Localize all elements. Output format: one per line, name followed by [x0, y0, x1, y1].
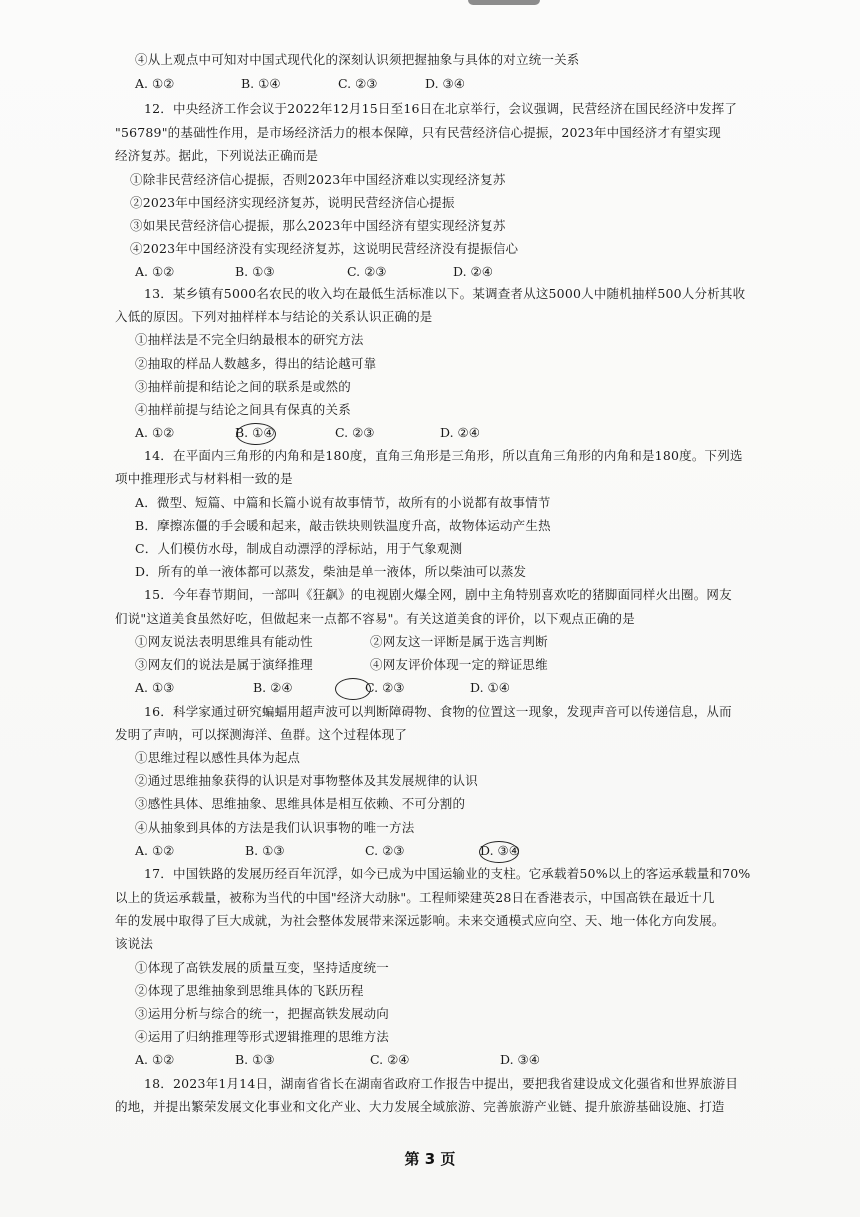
- scan-edge-mark: [468, 0, 540, 5]
- q15-item-4: ④网友评价体现一定的辩证思维: [370, 657, 548, 672]
- q13-item-3: ③抽样前提和结论之间的联系是或然的: [135, 379, 351, 394]
- q15-stem-line-2: 们说"这道美食虽然好吃，但做起来一点都不容易"。有关这道美食的评价，以下观点正确的是: [115, 611, 635, 626]
- q15-option-c: C. ②③: [365, 680, 405, 695]
- q17-stem-line-2: 以上的货运承载量，被称为当代的中国"经济大动脉"。工程师梁建英28日在香港表示，中国高铁在最近十几: [115, 890, 715, 905]
- q13-stem-line-2: 入低的原因。下列对抽样样本与结论的关系认识正确的是: [115, 309, 433, 324]
- q12-option-d: D. ②④: [453, 264, 493, 279]
- q17-option-b: B. ①③: [235, 1052, 275, 1067]
- q15-item-1: ①网友说法表明思维具有能动性: [135, 634, 313, 649]
- q13-item-2: ②抽取的样品人数越多，得出的结论越可靠: [135, 356, 377, 371]
- q17-stem-line-1: 17．中国铁路的发展历经百年沉浮，如今已成为中国运输业的支柱。它承载着50%以上的客运承载量和70%: [144, 866, 751, 881]
- q17-option-a: A. ①②: [135, 1052, 175, 1067]
- q13-stem-line-1: 13．某乡镇有5000名农民的收入均在最低生活标准以下。某调查者从这5000人中随机抽样500人分析其收: [144, 286, 746, 301]
- q17-item-2: ②体现了思维抽象到思维具体的飞跃历程: [135, 983, 364, 998]
- q14-option-b: B．摩擦冻僵的手会暖和起来，敲击铁块则铁温度升高，故物体运动产生热: [135, 518, 551, 533]
- q18-stem-line-2: 的地，并提出繁荣发展文化事业和文化产业、大力发展全域旅游、完善旅游产业链、提升旅游基础设施、打造: [115, 1099, 725, 1114]
- q14-stem-line-2: 项中推理形式与材料相一致的是: [115, 471, 293, 486]
- q13-item-1: ①抽样法是不完全归纳最根本的研究方法: [135, 332, 364, 347]
- q14-stem-line-1: 14．在平面内三角形的内角和是180度，直角三角形是三角形，所以直角三角形的内角和是180度。下列选: [144, 448, 743, 463]
- q17-item-3: ③运用分析与综合的统一，把握高铁发展动向: [135, 1006, 390, 1021]
- q13-option-b: B. ①④: [235, 425, 275, 440]
- q12-stem-line-3: 经济复苏。据此，下列说法正确而是: [115, 148, 319, 163]
- pen-circle-mark: [335, 678, 371, 700]
- q16-stem-line-2: 发明了声呐，可以探测海洋、鱼群。这个过程体现了: [115, 727, 408, 742]
- q12-item-2: ②2023年中国经济实现经济复苏，说明民营经济信心提振: [130, 195, 455, 210]
- q14-option-d: D．所有的单一液体都可以蒸发，柴油是单一液体，所以柴油可以蒸发: [135, 564, 527, 579]
- q12-item-1: ①除非民营经济信心提振，否则2023年中国经济难以实现经济复苏: [130, 172, 506, 187]
- q15-item-2: ②网友这一评断是属于选言判断: [370, 634, 548, 649]
- q15-stem-line-1: 15．今年春节期间，一部叫《狂飙》的电视剧火爆全网，剧中主角特别喜欢吃的猪脚面同样火出圈。网友: [144, 587, 732, 602]
- q15-option-d: D. ①④: [470, 680, 510, 695]
- q12-option-b: B. ①③: [235, 264, 275, 279]
- q13-item-4: ④抽样前提与结论之间具有保真的关系: [135, 402, 351, 417]
- pen-circle-mark: [236, 423, 276, 445]
- q16-option-b: B. ①③: [245, 843, 285, 858]
- q16-option-a: A. ①②: [135, 843, 175, 858]
- q12-item-4: ④2023年中国经济没有实现经济复苏，这说明民营经济没有提振信心: [130, 241, 519, 256]
- q16-item-3: ③感性具体、思维抽象、思维具体是相互依赖、不可分割的: [135, 796, 466, 811]
- q12-stem-line-2: "56789"的基础性作用，是市场经济活力的根本保障，只有民营经济信心提振，2023年中国经济才有望实现: [115, 125, 721, 140]
- q16-item-1: ①思维过程以感性具体为起点: [135, 750, 301, 765]
- q16-item-2: ②通过思维抽象获得的认识是对事物整体及其发展规律的认识: [135, 773, 478, 788]
- q13-option-d: D. ②④: [440, 425, 480, 440]
- q11-option-c: C. ②③: [338, 76, 378, 91]
- q11-option-a: A. ①②: [135, 76, 175, 91]
- q12-item-3: ③如果民营经济信心提振，那么2023年中国经济有望实现经济复苏: [130, 218, 506, 233]
- q14-option-c: C．人们模仿水母，制成自动漂浮的浮标站，用于气象观测: [135, 541, 463, 556]
- q12-option-a: A. ①②: [135, 264, 175, 279]
- q15-option-a: A. ①③: [135, 680, 175, 695]
- q15-option-b: B. ②④: [253, 680, 293, 695]
- q12-option-c: C. ②③: [347, 264, 387, 279]
- q17-stem-line-4: 该说法: [115, 936, 154, 951]
- q11-option-b: B. ①④: [241, 76, 281, 91]
- q12-stem-line-1: 12．中央经济工作会议于2022年12月15日至16日在北京举行，会议强调，民营经济在国民经济中发挥了: [144, 101, 738, 116]
- q17-stem-line-3: 年的发展中取得了巨大成就，为社会整体发展带来深远影响。未来交通模式应向空、天、地一体化方向发展。: [115, 913, 725, 928]
- q17-item-4: ④运用了归纳推理等形式逻辑推理的思维方法: [135, 1029, 390, 1044]
- q11-item-4: ④从上观点中可知对中国式现代化的深刻认识须把握抽象与具体的对立统一关系: [135, 52, 580, 67]
- q16-option-c: C. ②③: [365, 843, 405, 858]
- q17-option-c: C. ②④: [370, 1052, 410, 1067]
- q16-stem-line-1: 16．科学家通过研究蝙蝠用超声波可以判断障碍物、食物的位置这一现象，发现声音可以传递信息，从而: [144, 704, 732, 719]
- pen-circle-mark: [479, 841, 519, 863]
- page-number: 第 3 页: [404, 1150, 456, 1168]
- q15-item-3: ③网友们的说法是属于演绎推理: [135, 657, 313, 672]
- q17-option-d: D. ③④: [500, 1052, 540, 1067]
- q18-stem-line-1: 18．2023年1月14日，湖南省省长在湖南省政府工作报告中提出，要把我省建设成文化强省和世界旅游目: [144, 1076, 739, 1091]
- q16-item-4: ④从抽象到具体的方法是我们认识事物的唯一方法: [135, 820, 415, 835]
- q14-option-a: A．微型、短篇、中篇和长篇小说有故事情节，故所有的小说都有故事情节: [135, 495, 551, 510]
- q13-option-a: A. ①②: [135, 425, 175, 440]
- q11-option-d: D. ③④: [425, 76, 465, 91]
- q13-option-c: C. ②③: [335, 425, 375, 440]
- q17-item-1: ①体现了高铁发展的质量互变，坚持适度统一: [135, 960, 390, 975]
- q16-option-d: D. ③④: [480, 843, 520, 858]
